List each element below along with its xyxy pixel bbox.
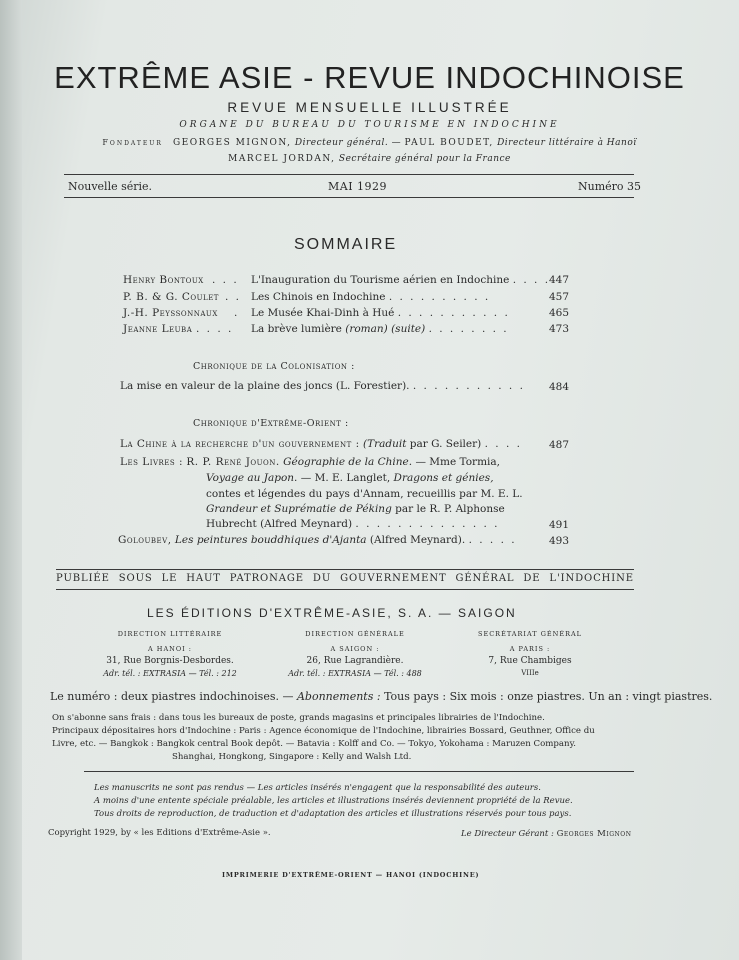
note-line-2: A moins d'une entente spéciale préalable, les articles et illustrations insérés deviennent propriété de la Revue. [94,796,573,806]
editions-heading: LES ÉDITIONS D'EXTRÊME-ASIE, S. A. — SAIGON [147,606,517,620]
livres-line-4: Grandeur et Suprématie de Péking par le R. P. Alphonse [206,503,505,515]
founders-line [0,138,739,148]
livres-line-3: contes et légendes du pays d'Annam, recueillis par M. E. L. [206,488,523,500]
founder-label: Fondateur [102,138,163,147]
colonisation-page: 484 [549,381,570,393]
journal-subtitle: REVUE MENSUELLE ILLUSTRÉE [227,100,512,115]
marcel-role: Secrétaire général pour la France [338,154,511,164]
journal-title: EXTRÊME ASIE - REVUE INDOCHINOISE [54,60,685,95]
col-label: DIRECTION LITTÉRAIRE [117,630,223,638]
article-page: 457 [549,291,570,303]
dot-leader: . . . [212,274,239,286]
issue-series: Nouvelle série. [68,180,153,193]
col-address: 7, Rue Chambiges [488,656,572,666]
article-title: La brève lumière (roman) (suite) . . . . . . . . [251,323,509,335]
note-line-1: Les manuscrits ne sont pas rendus — Les articles insérés n'engagent que la responsabilité des auteurs. [94,783,541,793]
subscribe-line-4: Shanghai, Hongkong, Singapore : Kelly and Walsh Ltd. [172,752,412,762]
article-title: L'Inauguration du Tourisme aérien en Indochine . . . . [251,274,551,286]
article-title: Le Musée Khai-Dinh à Hué . . . . . . . . . . . [251,307,510,319]
col-label: DIRECTION GÉNÉRALE [305,630,405,638]
livres-line-1: Les Livres : R. P. René Jouon. Géographie de la Chine. — Mme Tormia, [120,456,500,468]
col-city: A HANOI : [148,645,192,653]
col-address: 31, Rue Borgnis-Desbordes. [106,656,234,666]
article-author: Henry Bontoux [123,274,204,286]
col-tel: Adr. tél. : EXTRASIA — Tél. : 212 [103,669,237,678]
sommaire-heading: SOMMAIRE [294,236,398,253]
rule-top [64,174,634,175]
issue-date: MAI 1929 [328,180,388,193]
livres-line-5: Hubrecht (Alfred Meynard) . . . . . . . . . . . . . . [206,518,500,530]
paul-role: Directeur littéraire à Hanoï [497,138,637,148]
article-page: 473 [549,323,570,335]
article-author: J.-H. Peyssonnaux [123,307,218,319]
founder-name: GEORGES MIGNON, [172,138,292,148]
col-tel: Adr. tél. : EXTRASIA — Tél. : 488 [288,669,422,678]
extreme-orient-heading: Chronique d'Extrême-Orient : [193,418,349,429]
secretary-line [0,154,739,164]
colonisation-item: La mise en valeur de la plaine des joncs (L. Forestier). . . . . . . . . . . . [120,380,525,392]
goloubev-page: 493 [549,535,570,547]
rule-patronage-top [56,569,634,570]
rule-notes [84,771,634,772]
rule-patronage-bottom [56,589,634,590]
chine-entry: La Chine à la recherche d'un gouvernement : (Traduit par G. Seiler) . . . . [120,438,522,450]
founder-role: Directeur général. [294,138,389,148]
article-author: P. B. & G. Coulet [123,291,219,303]
subscribe-line-3: Livre, etc. — Bangkok : Bangkok central Book depôt. — Batavia : Kolff and Co. — Tokyo, Yokohama : Maruzen Company. [52,739,577,749]
article-page: 447 [549,274,570,286]
issue-number: Numéro 35 [578,180,642,193]
paul-name: PAUL BOUDET, [404,138,494,148]
dot-leader: . . [225,291,242,303]
founder-dash: — [391,138,402,148]
gerant-line: Le Directeur Gérant : Georges Mignon [461,829,632,839]
article-page: 465 [549,307,570,319]
colonisation-heading: Chronique de la Colonisation : [193,361,355,372]
organ-line: ORGANE DU BUREAU DU TOURISME EN INDOCHINE [179,120,560,130]
imprimerie: IMPRIMERIE D'EXTRÊME-ORIENT — HANOI (INDOCHINE) [222,871,480,879]
article-author: Jeanne Leuba [123,323,193,335]
dot-leader: . . . . [196,323,234,335]
livres-page: 491 [549,519,570,531]
article-title: Les Chinois en Indochine . . . . . . . . . . [251,291,491,303]
pricing-line: Le numéro : deux piastres indochinoises. — Abonnements : Tous pays : Six mois : onze piastres. Un an : vingt piastres. [50,690,713,703]
col-tel: VIIIe [521,669,539,677]
chine-page: 487 [549,439,570,451]
col-city: A SAIGON : [330,645,380,653]
col-address: 26, Rue Lagrandière. [306,656,404,666]
note-line-3: Tous droits de reproduction, de traduction et d'adaptation des articles et illustrations réservés pour tous pays. [94,809,572,819]
copyright: Copyright 1929, by « les Editions d'Extrême-Asie ». [48,828,271,838]
goloubev-entry: Goloubev, Les peintures bouddhiques d'Ajanta (Alfred Meynard). . . . . . [118,534,517,546]
patronage-line: PUBLIÉE SOUS LE HAUT PATRONAGE DU GOUVERNEMENT GÉNÉRAL DE L'INDOCHINE [56,573,634,584]
livres-line-2: Voyage au Japon. — M. E. Langlet, Dragons et génies, [206,472,494,484]
marcel-name: MARCEL JORDAN, [228,154,336,164]
subscribe-line-2: Principaux dépositaires hors d'Indochine : Paris : Agence économique de l'Indochine, librairies Bossard, Geuthner, Office du [52,726,595,736]
col-city: A PARIS : [509,645,551,653]
rule-bottom [64,197,634,198]
col-label: SECRÉTARIAT GÉNÉRAL [478,630,582,638]
dot-leader: . [234,307,240,319]
subscribe-line-1: On s'abonne sans frais : dans tous les bureaux de poste, grands magasins et principales librairies de l'Indochine. [52,713,545,723]
